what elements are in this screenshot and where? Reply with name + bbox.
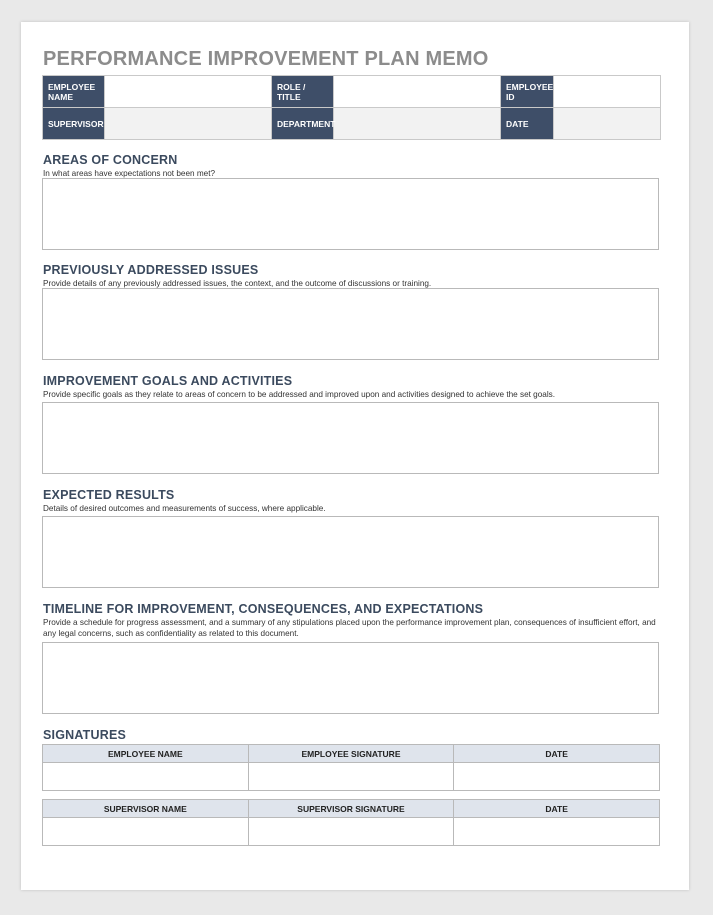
date-label: DATE [501, 108, 554, 140]
role-title-label: ROLE / TITLE [272, 76, 334, 108]
employee-id-label: EMPLOYEE ID [501, 76, 554, 108]
supervisor-name-cell[interactable] [43, 818, 249, 846]
employee-signature-header: EMPLOYEE SIGNATURE [248, 745, 454, 763]
supervisor-field[interactable] [105, 108, 272, 140]
department-label: DEPARTMENT [272, 108, 334, 140]
page-title: PERFORMANCE IMPROVEMENT PLAN MEMO [43, 48, 489, 70]
section-description: Provide specific goals as they relate to areas of concern to be addressed and improved upon and activities designed to achieve the set goals. [43, 390, 556, 399]
role-title-field[interactable] [334, 76, 501, 108]
supervisor-date-header: DATE [454, 800, 660, 818]
section-title: TIMELINE FOR IMPROVEMENT, CONSEQUENCES, AND EXPECTATIONS [43, 602, 484, 616]
employee-signature-table [42, 744, 660, 791]
previously-addressed-issues-box[interactable] [42, 288, 659, 360]
employee-id-field[interactable] [554, 76, 661, 108]
expected-results-section [43, 488, 663, 514]
signatures-title: SIGNATURES [43, 728, 127, 742]
improvement-goals-box[interactable] [42, 402, 659, 474]
supervisor-signature-table [42, 799, 660, 846]
areas-of-concern-section [43, 153, 663, 179]
section-description: Provide details of any previously addressed issues, the context, and the outcome of discussions or training. [43, 279, 432, 288]
supervisor-date-cell[interactable] [454, 818, 660, 846]
employee-name-header: EMPLOYEE NAME [43, 745, 249, 763]
supervisor-name-header: SUPERVISOR NAME [43, 800, 249, 818]
areas-of-concern-box[interactable] [42, 178, 659, 250]
section-title: AREAS OF CONCERN [43, 153, 178, 167]
employee-signature-cell[interactable] [248, 763, 454, 791]
section-title: EXPECTED RESULTS [43, 488, 175, 502]
section-title: IMPROVEMENT GOALS AND ACTIVITIES [43, 374, 293, 388]
employee-date-cell[interactable] [454, 763, 660, 791]
supervisor-label: SUPERVISOR [43, 108, 105, 140]
department-field[interactable] [334, 108, 501, 140]
section-title: PREVIOUSLY ADDRESSED ISSUES [43, 263, 259, 277]
section-description: In what areas have expectations not been met? [43, 169, 216, 178]
timeline-section [43, 602, 663, 639]
previously-addressed-issues-section [43, 263, 663, 289]
signatures-section [43, 728, 663, 742]
employee-name-label: EMPLOYEE NAME [43, 76, 105, 108]
expected-results-box[interactable] [42, 516, 659, 588]
supervisor-signature-header: SUPERVISOR SIGNATURE [248, 800, 454, 818]
section-description: Provide a schedule for progress assessment, and a summary of any stipulations placed upon the performance improvement plan, consequences of insufficient effort, and any legal concerns, such as confidentiality as related to this document. [43, 618, 656, 638]
improvement-goals-section [43, 374, 663, 400]
employee-name-cell[interactable] [43, 763, 249, 791]
supervisor-signature-cell[interactable] [248, 818, 454, 846]
date-field[interactable] [554, 108, 661, 140]
section-description: Details of desired outcomes and measurements of success, where applicable. [43, 504, 326, 513]
document-page [21, 22, 689, 890]
employee-date-header: DATE [454, 745, 660, 763]
timeline-box[interactable] [42, 642, 659, 714]
employee-info-table [42, 75, 661, 140]
employee-name-field[interactable] [105, 76, 272, 108]
